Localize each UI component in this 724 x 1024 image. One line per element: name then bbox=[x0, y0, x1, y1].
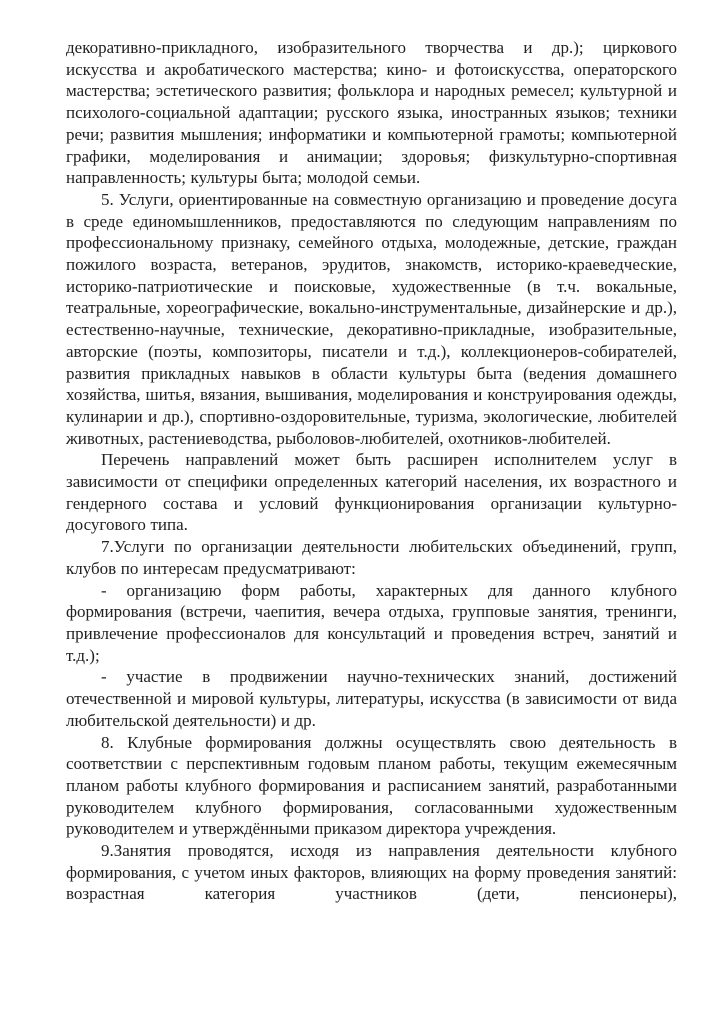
para-continuation-leisure-directions: декоративно-прикладного, изобразительного творчества и др.); циркового искусства и акробатического мастерства; кино- и фотоискусства, операторского мастерства; эстетического развития; фольклора и народных ремесел; культурной и психолого-социальной адаптации; русского языка, иностранных языков; техники речи; развития мышления; информатики и компьютерной грамоты; компьютерной графики, моделирования и анимации; здоровья; физкультурно-спортивная направленность; культуры быта; молодой семьи. bbox=[66, 38, 677, 188]
para-item-8-club-formations-plans: 8. Клубные формирования должны осуществлять свою деятельность в соответствии с перспективным годовым планом работы, текущим ежемесячным планом работы клубного формирования и расписанием занятий, разработанными руководителем клубного формирования, согласованными художественным руководителем и утверждёнными приказом директора учреждения. bbox=[66, 732, 677, 839]
para-bullet-work-forms-organization: - организацию форм работы, характерных для данного клубного формирования (встречи, чаепития, вечера отдыха, групповые занятия, тренинги, привлечение профессионалов для консультаций и проведения встреч, занятий и т.д.); bbox=[66, 580, 677, 665]
para-bullet-knowledge-promotion: - участие в продвижении научно-технических знаний, достижений отечественной и мировой культуры, литературы, искусства (в зависимости от вида любительской деятельности) и др. bbox=[66, 667, 677, 730]
para-item-7-amateur-associations-services: 7.Услуги по организации деятельности любительских объединений, групп, клубов по интересам предусматривают: bbox=[66, 537, 677, 578]
para-item-9-classes-conduct: 9.Занятия проводятся, исходя из направления деятельности клубного формирования, с учетом иных факторов, влияющих на форму проведения занятий: возрастная категория участников (дети, пенсионеры), bbox=[66, 841, 677, 904]
para-directions-list-extension-note: Перечень направлений может быть расширен исполнителем услуг в зависимости от специфики определенных категорий населения, их возрастного и гендерного состава и условий функционирования организации культурно-досугового типа. bbox=[66, 450, 677, 535]
para-item-5-services-like-minded-leisure: 5. Услуги, ориентированные на совместную организацию и проведение досуга в среде единомышленников, предоставляются по следующим направлениям по профессиональному признаку, семейного отдыха, молодежные, детские, граждан пожилого возраста, ветеранов, эрудитов, знакомств, историко-краеведческие, историко-патриотические и поисковые, художественные (в т.ч. вокальные, театральные, хореографические, вокально-инструментальные, дизайнерские и др.), естественно-научные, технические, декоративно-прикладные, изобразительные, авторские (поэты, композиторы, писатели и т.д.), коллекционеров-собирателей, развития прикладных навыков в области культуры быта (ведения домашнего хозяйства, шитья, вязания, вышивания, моделирования и конструирования одежды, кулинарии и др.), спортивно-оздоровительные, туризма, экологические, любителей животных, растениеводства, рыболовов-любителей, охотников-любителей. bbox=[66, 189, 677, 448]
